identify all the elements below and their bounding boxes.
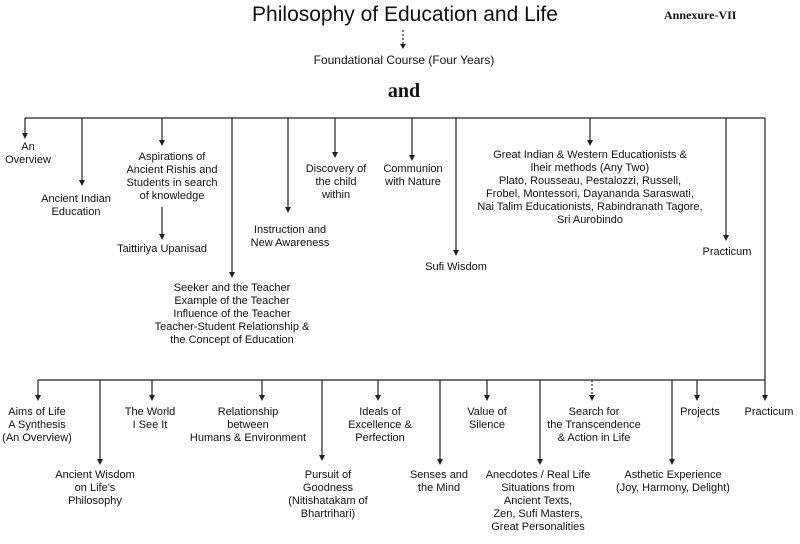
- and-connector: and: [387, 80, 421, 102]
- node-projects: Projects: [680, 406, 720, 418]
- node-relationship-humans-environment: Relationship between Humans & Environment: [189, 406, 307, 444]
- node-pursuit-of-goodness: Pursuit of Goodness (Nitishatakam of Bhartrihari): [288, 469, 368, 520]
- node-ancient-wisdom: Ancient Wisdom on Life's Philosophy: [55, 469, 135, 507]
- node-practicum-upper: Practicum: [702, 246, 752, 258]
- annexure-label: Annexure-VII: [664, 8, 737, 22]
- node-senses-and-mind: Senses and the Mind: [409, 469, 469, 494]
- node-an-overview: An Overview: [5, 141, 51, 166]
- node-ancient-indian-education: Ancient Indian Education: [41, 193, 111, 218]
- node-discovery-of-child: Discovery of the child within: [305, 163, 367, 201]
- node-the-world-i-see-it: The World I See It: [124, 406, 176, 431]
- node-value-of-silence: Value of Silence: [467, 406, 507, 431]
- node-practicum-lower: Practicum: [744, 406, 794, 418]
- node-instruction-new-awareness: Instruction and New Awareness: [250, 224, 330, 249]
- node-aspirations-of-rishis: Aspirations of Ancient Rishis and Students in search of knowledge: [126, 151, 218, 202]
- node-communion-with-nature: Communion with Nature: [383, 163, 443, 188]
- node-sufi-wisdom: Sufi Wisdom: [425, 261, 487, 273]
- node-ideals-of-excellence: Ideals of Excellence & Perfection: [348, 406, 412, 444]
- node-anecdotes-real-life: Anecdotes / Real Life Situations from Ancient Texts, Zen, Sufi Masters, Great Personalities: [485, 469, 591, 533]
- node-aims-of-life: Aims of Life A Synthesis (An Overview): [2, 406, 72, 444]
- page-title: Philosophy of Education and Life: [252, 3, 558, 26]
- node-aesthetic-experience: Asthetic Experience (Joy, Harmony, Delight): [616, 469, 730, 494]
- node-great-educationists: Great Indian & Western Educationists & lheir methods (Any Two) Plato, Rousseau, Pestalozzi, Russell, Frobel, Montessori, Dayananda Saraswati, Nai Talim Educationists, Rabindranath Tagore, Sri Aurobindo: [477, 149, 703, 226]
- node-search-for-transcendence: Search for the Transcendence & Action in Life: [547, 406, 641, 444]
- node-taittiriya-upanisad: Taittiriya Upanisad: [117, 243, 207, 255]
- node-seeker-and-teacher: Seeker and the Teacher Example of the Teacher Influence of the Teacher Teacher-Student Relationship & the Concept of Education: [154, 282, 310, 346]
- foundational-course-label: Foundational Course (Four Years): [313, 53, 495, 67]
